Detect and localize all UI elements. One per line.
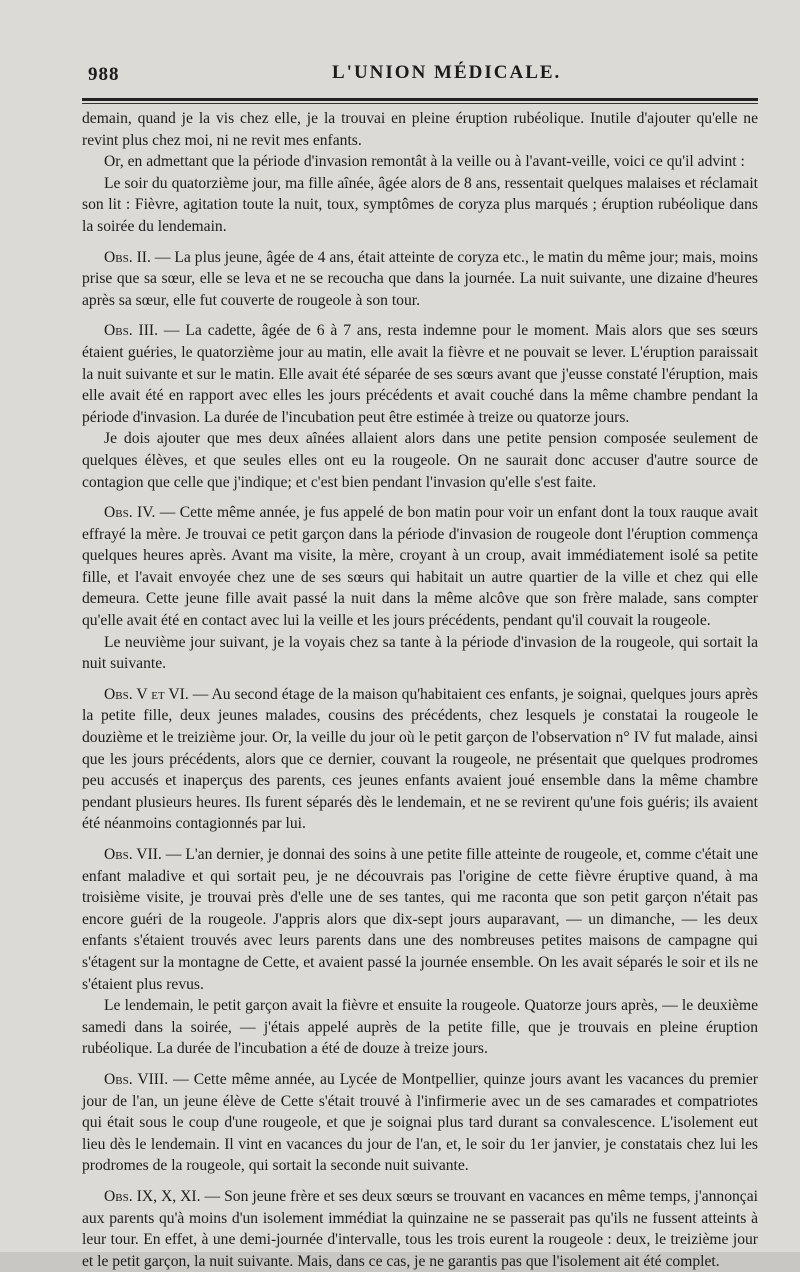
paragraph-text: demain, quand je la vis chez elle, je la trouvai en pleine éruption rubéolique. Inutile d'ajouter qu'elle ne revint plus chez moi, ni ne revit mes enfants. xyxy=(82,110,758,149)
paragraph-text: Le neuvième jour suivant, je la voyais chez sa tante à la période d'invasion de la rougeole, qui sortait la nuit suivante. xyxy=(82,633,758,673)
observation-label: Obs. II. xyxy=(104,248,151,266)
observation-label: Obs. VII. xyxy=(104,846,162,863)
paragraph-text: — Au second étage de la maison qu'habitaient ces enfants, je soignai, quelques jours après la petite fille, deux jeunes malades, cousins des précédents, chez lesquels je constatai la rougeole le douzième et le treizième jour. Or, la veille du jour où le petit garçon de l'observation n° IV fut malade, ainsi que les jours précédents, alors que ce dernier, couvant la rougeole, ne présentait que quelques prodromes peu accusés et inaperçus des parents, ces jeunes enfants avaient joué ensemble dans la même chambre pendant plusieurs heures. Ils furent séparés dès le lendemain, et ne se revirent qu'une fois guéris; ils avaient été néanmoins contagionnés par lui. xyxy=(82,685,758,833)
paragraph xyxy=(82,632,758,675)
page-header xyxy=(82,62,758,90)
paragraph xyxy=(82,108,758,151)
paragraph-text: — Son jeune frère et ses deux sœurs se trouvant en vacances en même temps, j'annonçai aux parents qu'à moins d'un isolement immédiat la quinzaine ne se passerait pas qu'ils ne fussent atteints à leur tour. En effet, à une demi-journée d'intervalle, tous les trois eurent la rougeole : deux, le treizième jour et le petit garçon, la nuit suivante. Mais, dans ce cas, je ne garantis pas que l'isolement ait été complet. xyxy=(82,1187,758,1270)
observation-label: Obs. VIII. xyxy=(104,1070,169,1088)
paragraph-text: Le lendemain, le petit garçon avait la fièvre et ensuite la rougeole. Quatorze jours après, — le deuxième samedi dans la soirée, — j'étais appelé auprès de la petite fille, que je trouvais en pleine éruption rubéolique. La durée de l'incubation a été de douze à treize jours. xyxy=(82,997,758,1058)
paragraph-text: — Cette même année, je fus appelé de bon matin pour voir un enfant dont la toux rauque avait effrayé la mère. Je trouvai ce petit garçon dans la période d'invasion de rougeole dont l'éruption commença quelques heures après. Avant ma visite, la mère, croyant à un croup, avait immédiatement isolé sa petite fille, et l'avait envoyée chez une de ses sœurs qui habitait un autre quartier de la ville et chez qui elle demeura. Cette jeune fille avait passé la nuit dans la même alcôve que son frère malade, sans compter qu'elle avait été en contact avec lui la veille et les jours précédents, pendant qu'il couvait la rougeole. xyxy=(82,504,758,630)
observation-paragraph xyxy=(82,502,758,632)
observation-paragraph xyxy=(82,844,758,995)
observation-paragraph xyxy=(82,1186,758,1272)
paragraph-text: Je dois ajouter que mes deux aînées allaient alors dans une petite pension composée seulement de quelques élèves, et que seules elles ont eu la rougeole. On ne saurait donc accuser d'autre source de contagion que celle que j'indique; et c'est bien pendant l'invasion qu'elle s'est faite. xyxy=(82,430,758,491)
article-body xyxy=(82,108,758,1272)
paragraph-text: — La plus jeune, âgée de 4 ans, était atteinte de coryza etc., le matin du même jour; mais, moins prise que sa sœur, elle se leva et ne se recoucha que dans la journée. La nuit suivante, une dizaine d'heures après sa sœur, elle fut couverte de rougeole à son tour. xyxy=(82,248,758,309)
observation-paragraph xyxy=(82,247,758,312)
page-number: 988 xyxy=(88,64,120,85)
paragraph xyxy=(82,151,758,173)
running-title: L'UNION MÉDICALE. xyxy=(332,62,562,83)
paragraph xyxy=(82,428,758,493)
observation-label: Obs. IV. xyxy=(104,504,156,522)
observation-paragraph xyxy=(82,320,758,428)
header-rule-thin xyxy=(82,103,758,104)
paragraph xyxy=(82,173,758,238)
observation-label: Obs. III. xyxy=(104,322,158,340)
paragraph-text: Le soir du quatorzième jour, ma fille aînée, âgée alors de 8 ans, ressentait quelques malaises et réclamait son lit : Fièvre, agitation toute la nuit, toux, symptômes de coryza plus marqués ; éruption rubéolique dans la soirée du lendemain. xyxy=(82,174,758,235)
paragraph-text: — L'an dernier, je donnai des soins à une petite fille atteinte de rougeole, et, comme c'était une enfant maladive et qui sortait peu, je ne découvrais pas l'origine de cette fièvre éruptive quand, à ma troisième visite, je trouvai près d'elle une de ses tantes, qui me raconta que son petit garçon n'était pas encore guéri de la rougeole. J'appris alors que dix-sept jours auparavant, — un dimanche, — les deux enfants s'étaient trouvés avec leurs parents dans une des nombreuses petites maisons de campagne qui s'étagent sur la montagne de Cette, et avaient passé la journée ensemble. On les avait séparés le soir et ils ne s'étaient plus revus. xyxy=(82,846,758,993)
observation-label: Obs. IX, X, XI. xyxy=(104,1187,201,1205)
observation-paragraph xyxy=(82,1069,758,1177)
observation-label: Obs. V et VI. xyxy=(104,685,189,703)
paragraph-text: — La cadette, âgée de 6 à 7 ans, resta indemne pour le moment. Mais alors que ses sœurs étaient guéries, le quatorzième jour au matin, elle avait la fièvre et ne pouvait se lever. L'éruption paraissait la nuit suivante et sur le matin. Elle avait été séparée de ses sœurs avant que j'eusse constaté l'éruption, mais elle avait été en rapport avec elles les jours précédents et avait couché dans la même chambre pendant la période d'invasion. La durée de l'incubation peut être estimée à treize ou quatorze jours. xyxy=(82,322,758,426)
observation-paragraph xyxy=(82,684,758,835)
header-rule xyxy=(82,98,758,101)
paragraph-text: — Cette même année, au Lycée de Montpellier, quinze jours avant les vacances du premier jour de l'an, un jeune élève de Cette s'était trouvé à l'infirmerie avec un de ses camarades et compatriotes qui était sous le coup d'une rougeole, et que je soignai plus tard durant sa convalescence. L'isolement eut lieu dès le lendemain. Il vint en vacances du jour de l'an, et, le soir du 1er janvier, je constatais chez lui les prodromes de la rougeole, qui sortait la seconde nuit suivante. xyxy=(82,1070,758,1175)
paragraph xyxy=(82,995,758,1060)
paragraph-text: Or, en admettant que la période d'invasion remontât à la veille ou à l'avant-veille, voici ce qu'il advint : xyxy=(104,153,745,171)
